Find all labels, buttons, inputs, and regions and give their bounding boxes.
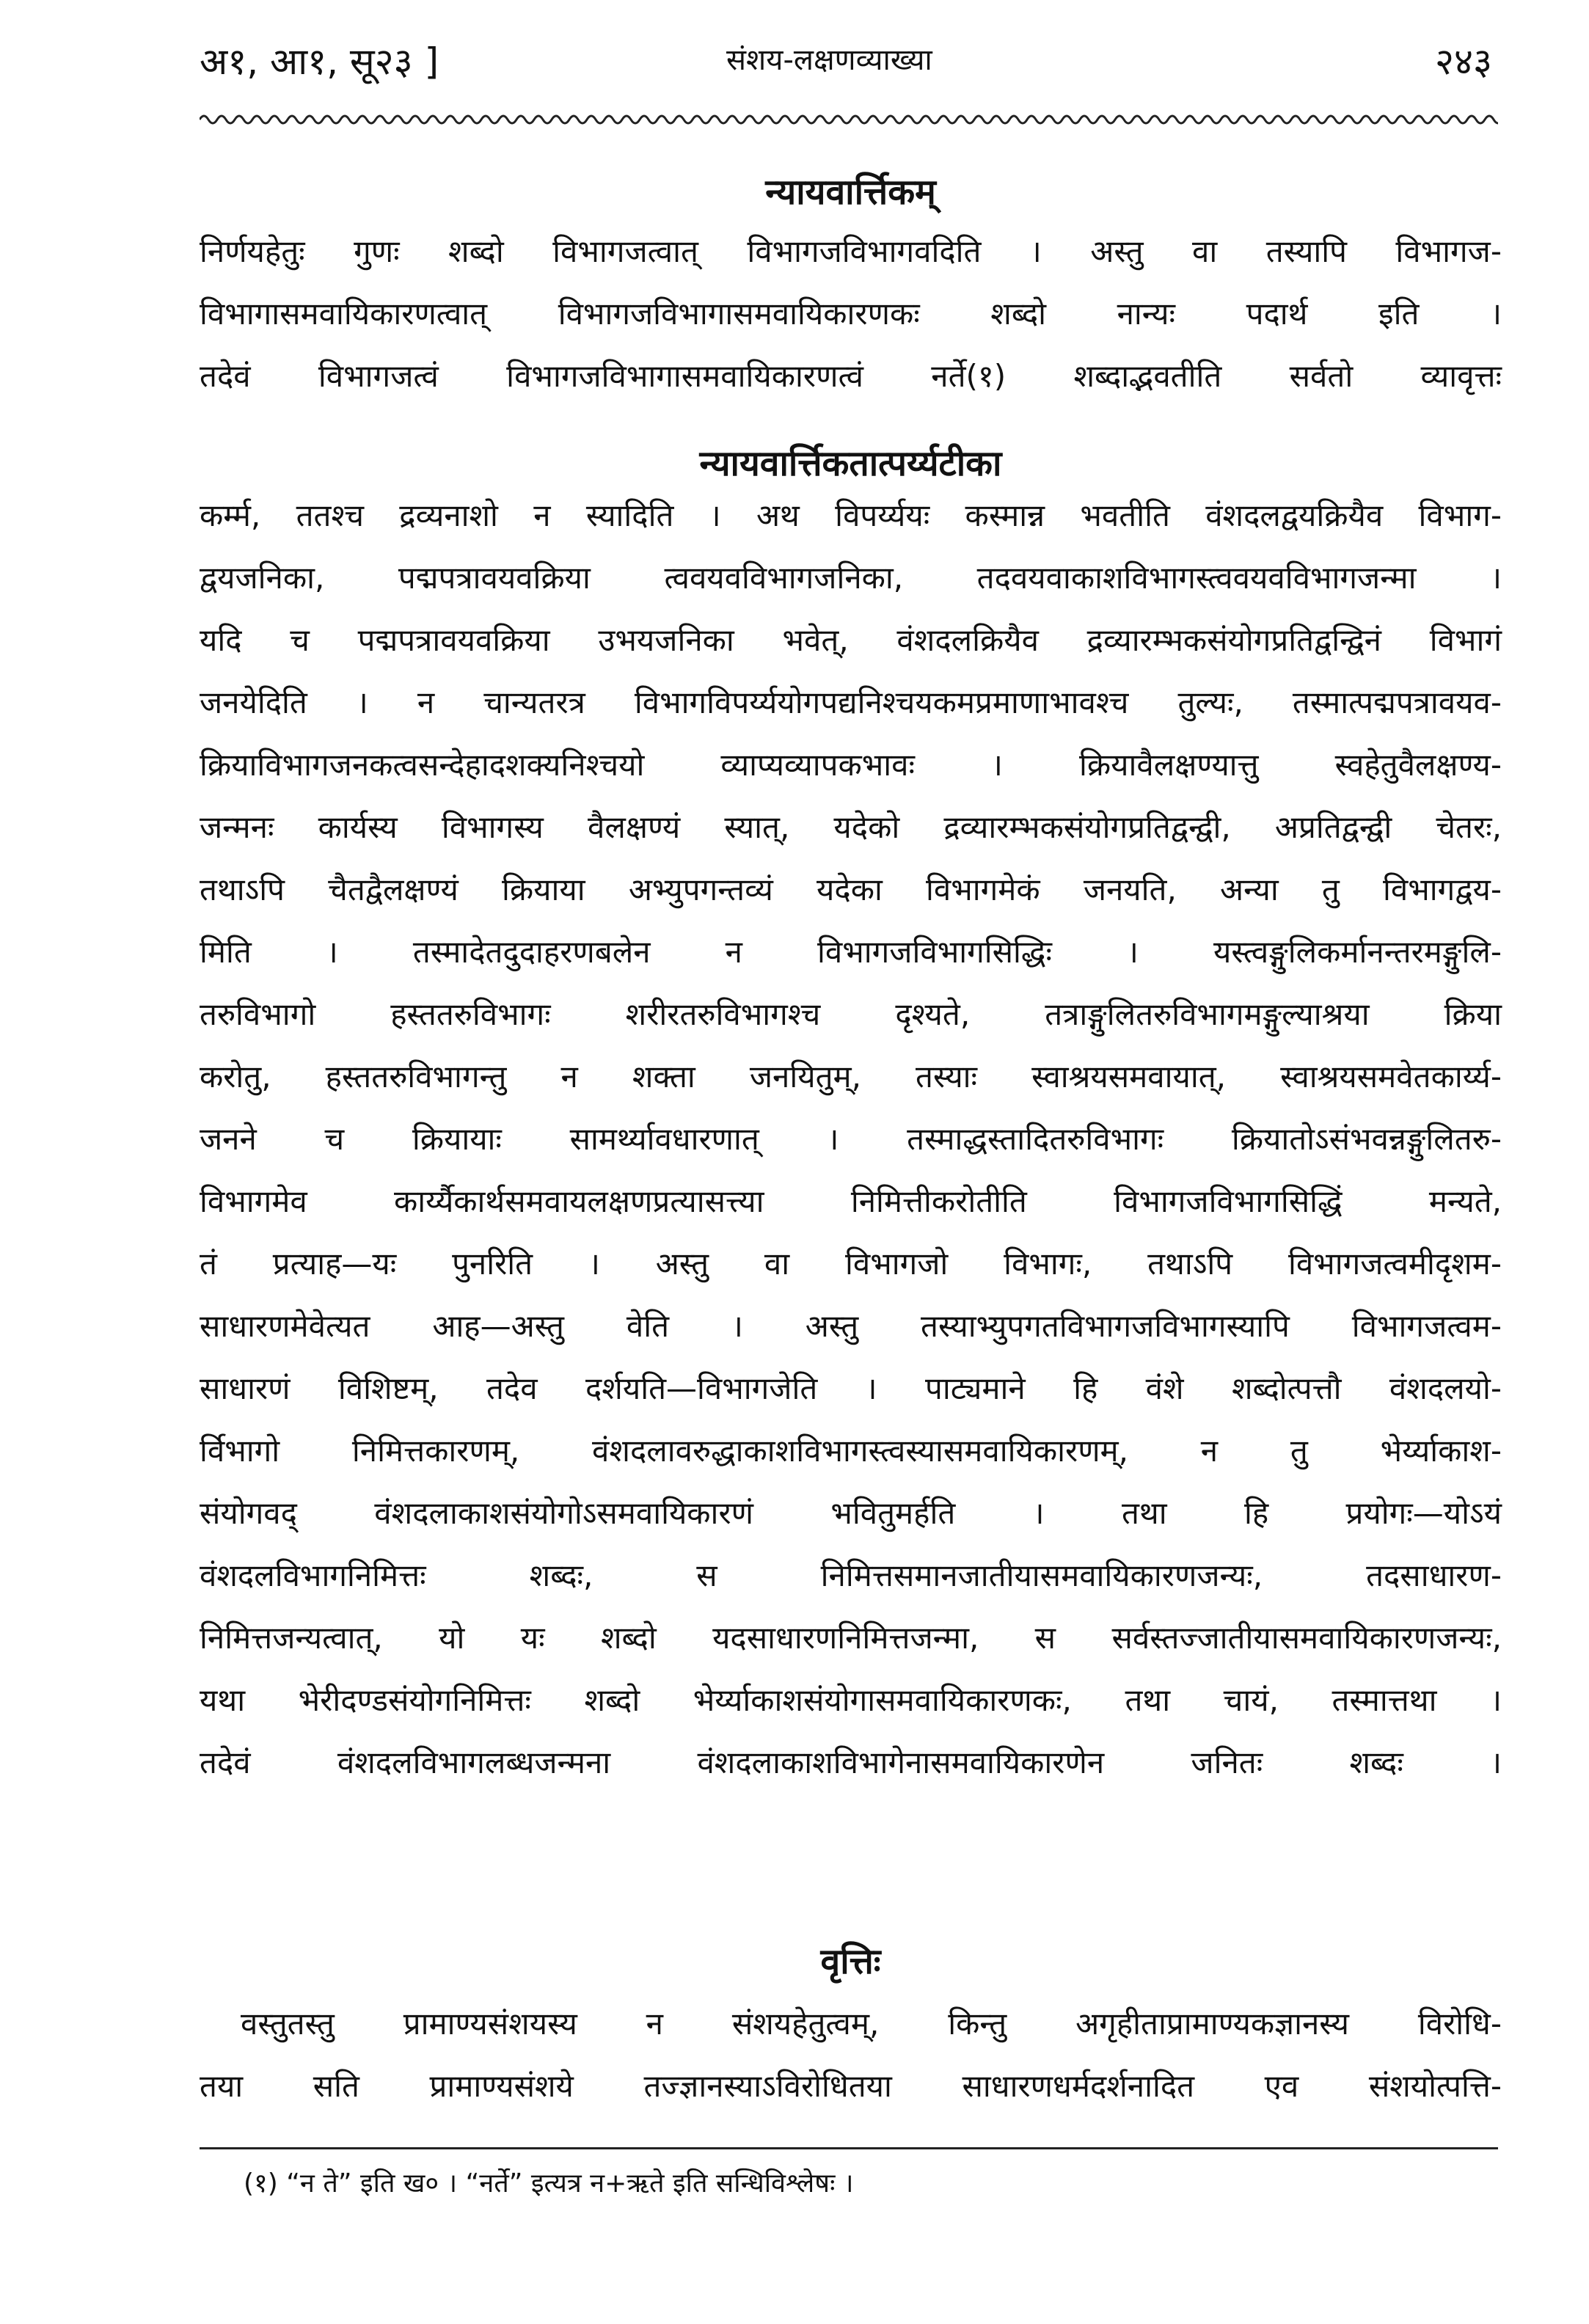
text-line: तदेवं वंशदलविभागलब्धजन्मना वंशदलाकाशविभागेनासमवायिकारणेन जनितः शब्दः । [200,1744,1502,1780]
text-line: जन्मनः कार्यस्य विभागस्य वैलक्षण्यं स्यात्, यदेको द्रव्यारम्भकसंयोगप्रतिद्वन्द्वी, अप्रतिद्वन्द्वी चेतरः, [200,809,1502,845]
section-heading-nyayavarttika: न्यायवार्त्तिकम् [765,172,936,213]
text-line: मिति । तस्मादेतदुदाहरणबलेन न विभागजविभागसिद्धिः । यस्त्वङ्गुलिकर्मानन्तरमङ्गुलि- [200,934,1502,970]
footnote-rule [200,2147,1498,2149]
text-line: कर्म्म, ततश्च द्रव्यनाशो न स्यादिति । अथ विपर्य्ययः कस्मान्न भवतीति वंशदलद्वयक्रियैव विभाग- [200,497,1502,533]
nyayavarttika-text [200,220,1502,407]
running-title: संशय-लक्षणव्याख्या [726,43,932,77]
text-line: निमित्तजन्यत्वात्, यो यः शब्दो यदसाधारणनिमित्तजन्मा, स सर्वस्तज्जातीयासमवायिकारणजन्यः, [200,1620,1502,1656]
text-line: वस्तुतस्तु प्रामाण्यसंशयस्य न संशयहेतुत्वम्, किन्तु अगृहीताप्रामाण्यकज्ञानस्य विरोधि- [241,2006,1502,2042]
text-line: विभागमेव कार्य्यैकार्थसमवायलक्षणप्रत्यासत्त्या निमित्तीकरोतीति विभागजविभागसिद्धिं मन्यते, [200,1183,1502,1219]
vritti-text [200,1992,1502,2117]
text-line: साधारणं विशिष्टम्, तदेव दर्शयति—विभागजेति । पाट्यमाने हि वंशे शब्दोत्पत्तौ वंशदलयो- [200,1370,1502,1406]
chapter-reference: अ१, आ१, सू२३ ] [200,40,439,83]
text-line: तदेवं विभागजत्वं विभागजविभागासमवायिकारणत्वं नर्ते(१) शब्दाद्भवतीति सर्वतो व्यावृत्तः [200,358,1502,394]
text-line: यदि च पद्मपत्रावयवक्रिया उभयजनिका भवेत्, वंशदलक्रियैव द्रव्यारम्भकसंयोगप्रतिद्वन्द्विनं विभागं [200,622,1502,658]
text-line: द्वयजनिका, पद्मपत्रावयवक्रिया त्ववयवविभागजनिका, तदवयवाकाशविभागस्त्ववयवविभागजन्मा । [200,560,1502,596]
text-line: जनयेदिति । न चान्यतरत्र विभागविपर्य्ययोगपद्यनिश्चयकमप्रमाणाभावश्च तुल्यः, तस्मात्पद्मपत्रावयव- [200,684,1502,720]
text-line: जनने च क्रियायाः सामर्थ्यावधारणात् । तस्माद्धस्तादितरुविभागः क्रियातोऽसंभवन्नङ्गुलितरु- [200,1121,1502,1157]
text-line: वंशदलविभागनिमित्तः शब्दः, स निमित्तसमानजातीयासमवायिकारणजन्यः, तदसाधारण- [200,1557,1502,1593]
text-line: क्रियाविभागजनकत्वसन्देहादशक्यनिश्चयो व्याप्यव्यापकभावः । क्रियावैलक्षण्यात्तु स्वहेतुवैलक्षण्य- [200,747,1502,783]
text-line: करोतु, हस्ततरुविभागन्तु न शक्ता जनयितुम्, तस्याः स्वाश्रयसमवायात्, स्वाश्रयसमवेतकार्य्य- [200,1059,1502,1095]
text-line: तं प्रत्याह—यः पुनरिति । अस्तु वा विभागजो विभागः, तथाऽपि विभागजत्वमीदृशम- [200,1246,1502,1282]
text-line: तरुविभागो हस्ततरुविभागः शरीरतरुविभागश्च दृश्यते, तत्राङ्गुलितरुविभागमङ्गुल्याश्रया क्रिया [200,996,1502,1032]
section-heading-tatparyatika: न्यायवार्त्तिकतात्पर्य्यटीका [699,443,1002,484]
footnote: (१) “न ते” इति ख० । “नर्ते” इत्यत्र न+ऋते इति सन्धिविश्लेषः । [244,2168,854,2199]
text-line: निर्णयहेतुः गुणः शब्दो विभागजत्वात् विभागजविभागवदिति । अस्तु वा तस्यापि विभागज- [200,233,1502,269]
wavy-rule [200,110,1498,129]
text-line: यथा भेरीदण्डसंयोगनिमित्तः शब्दो भेर्य्याकाशसंयोगासमवायिकारणकः, तथा चायं, तस्मात्तथा । [200,1682,1502,1718]
text-line: तथाऽपि चैतद्वैलक्षण्यं क्रियाया अभ्युपगन्तव्यं यदेका विभागमेकं जनयति, अन्या तु विभागद्वय- [200,872,1502,907]
text-line: र्विभागो निमित्तकारणम्, वंशदलावरुद्धाकाशविभागस्त्वस्यासमवायिकारणम्, न तु भेर्य्याकाश- [200,1433,1502,1469]
running-head [0,35,1589,101]
tatparyatika-text [200,484,1502,1794]
page-number: २४३ [1435,40,1492,83]
text-line: साधारणमेवेत्यत आह—अस्तु वेति । अस्तु तस्याभ्युपगतविभागजविभागस्यापि विभागजत्वम- [200,1308,1502,1344]
text-line: तया सति प्रामाण्यसंशये तज्ज्ञानस्याऽविरोधितया साधारणधर्मदर्शनादित एव संशयोत्पत्ति- [200,2068,1502,2104]
text-line: विभागासमवायिकारणत्वात् विभागजविभागासमवायिकारणकः शब्दो नान्यः पदार्थ इति । [200,296,1502,332]
section-heading-vritti: वृत्तिः [820,1941,881,1982]
text-line: संयोगवद् वंशदलाकाशसंयोगोऽसमवायिकारणं भवितुमर्हति । तथा हि प्रयोगः—योऽयं [200,1495,1502,1531]
